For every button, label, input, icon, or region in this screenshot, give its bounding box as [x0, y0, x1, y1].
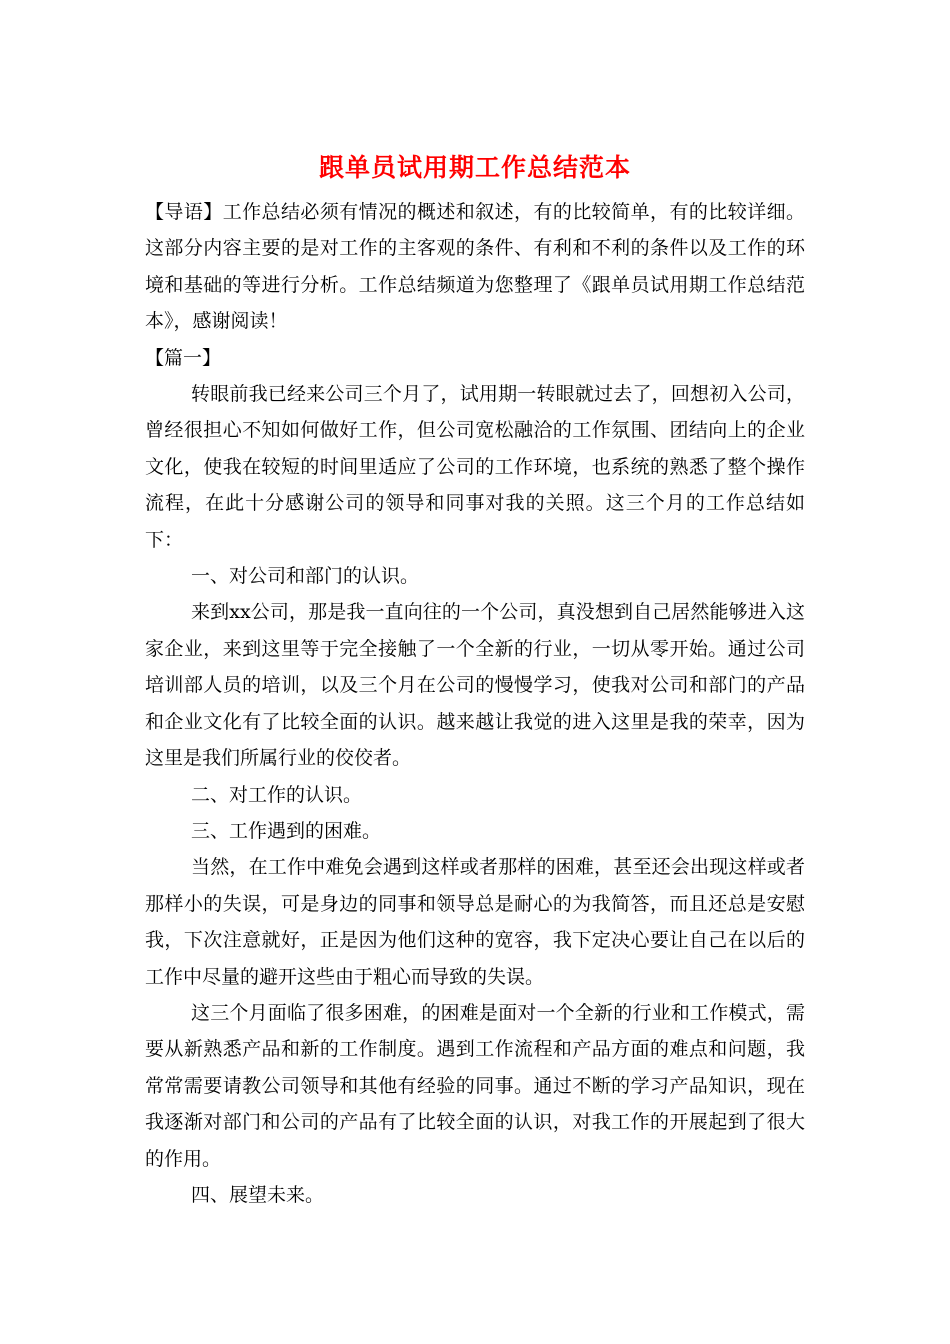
section-label: 【篇一】 [145, 346, 222, 369]
intro-paragraph: 【导语】工作总结必须有情况的概述和叙述，有的比较简单，有的比较详细。这部分内容主要的是对工作的主客观的条件、有利和不利的条件以及工作的环境和基础的等进行分析。工作总结频道为您整理了《跟单员试用期工作总结范本》，感谢阅读！ [145, 201, 805, 333]
document-body [145, 194, 805, 1213]
section-heading: 三、工作遇到的困难。 [191, 819, 382, 842]
body-paragraph: 当然，在工作中难免会遇到这样或者那样的困难，甚至还会出现这样或者那样小的失误，可是身边的同事和领导总是耐心的为我简答，而且还总是安慰我，下次注意就好，正是因为他们这种的宽容，我下定决心要让自己在以后的工作中尽量的避开这些由于粗心而导致的失误。 [145, 856, 805, 988]
section-heading: 二、对工作的认识。 [191, 783, 363, 806]
body-paragraph: 来到xx公司，那是我一直向往的一个公司，真没想到自己居然能够进入这家企业，来到这里等于完全接触了一个全新的行业，一切从零开始。通过公司培训部人员的培训，以及三个月在公司的慢慢学习，使我对公司和部门的产品和企业文化有了比较全面的认识。越来越让我觉的进入这里是我的荣幸，因为这里是我们所属行业的佼佼者。 [145, 601, 805, 770]
section-heading: 四、展望未来。 [191, 1183, 325, 1206]
body-paragraph: 转眼前我已经来公司三个月了，试用期一转眼就过去了，回想初入公司，曾经很担心不知如何做好工作，但公司宽松融洽的工作氛围、团结向上的企业文化，使我在较短的时间里适应了公司的工作环境，也系统的熟悉了整个操作流程，在此十分感谢公司的领导和同事对我的关照。这三个月的工作总结如下： [145, 383, 805, 551]
body-paragraph: 这三个月面临了很多困难，的困难是面对一个全新的行业和工作模式，需要从新熟悉产品和新的工作制度。遇到工作流程和产品方面的难点和问题，我常常需要请教公司领导和其他有经验的同事。通过不断的学习产品知识，现在我逐渐对部门和公司的产品有了比较全面的认识，对我工作的开展起到了很大的作用。 [145, 1001, 805, 1170]
document-title: 跟单员试用期工作总结范本 [318, 153, 631, 182]
section-heading: 一、对公司和部门的认识。 [191, 565, 420, 588]
